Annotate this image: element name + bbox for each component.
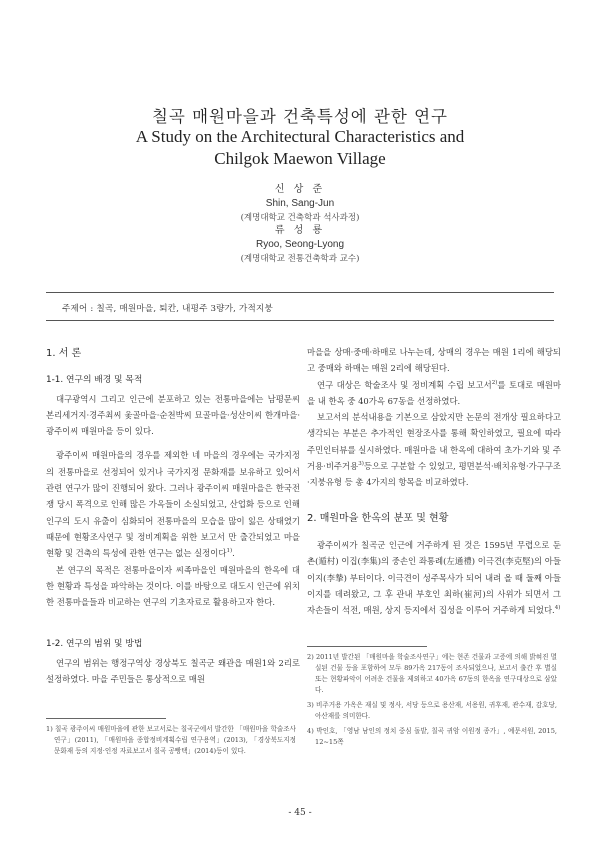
paragraph: 보고서의 분석내용을 기본으로 삼았지만 논문의 전개상 필요하다고 생각되는 부분은 추가적인 현장조사를 통해 확인하였고, 필요에 따라 주민인터뷰를 실시하였다. 매원마을 내 한옥에 대하여 초가·기와 및 주거용·비주거용$^{3)}$등으로 구분할 수 있었고, 평면분석·배치유형·가구구조·지붕유형 등 총 4가지의 항목을 비교하였다.	[307, 412, 561, 488]
page-number: - 45 -	[288, 808, 312, 818]
keywords: 주제어 : 칠곡, 매원마을, 퇴칸, 내평주 3량가, 가적지붕	[62, 304, 274, 314]
author-2	[0, 224, 600, 266]
author-2-name-ko: 류 성 룡	[274, 225, 326, 236]
footnote-2: 2) 2011년 발간된 「매원마을 학술조사연구」에는 현존 건물과 고증에 의해 밝혀진 멸실된 건물 등을 포함하여 모두 89가옥 217동이 조사되었으나, 보고서 출간 후 별실 또는 현황파악이 어려운 건물을 제외하고 40가옥 67동의 한옥을 연구대상으로 삼았다.	[307, 653, 557, 694]
paragraph: 마을을 상매·중매·하매로 나누는데, 상매의 경우는 매원 1리에 해당되고 중매와 하매는 매원 2리에 해당된다.	[307, 347, 561, 374]
paragraph: 광주이씨가 칠곡군 인근에 거주하게 된 것은 1595년 무렵으로 둔촌(遁村) 이집(李集)의 중손인 좌통례(左通禮) 이극견(李克堅)의 아들 이지(李摯) 부터이다. 이극견이 성주목사가 되어 내려 올 때 둘째 아들 이지를 데려왔고, 그 후 관내 부호인 최하(崔河)의 사위가 되면서 그 자손들이 석전, 매원, 상지 등지에서 집성을 이루어 거주하게 되었다.$^{4)}$	[307, 539, 561, 616]
section-2-heading: 2. 매원마을 한옥의 분포 및 현황	[307, 512, 449, 524]
title-korean: 칠곡 매원마을과 건축특성에 관한 연구	[151, 107, 448, 126]
author-1	[0, 183, 600, 225]
footnote-3: 3) 비주거용 가옥은 재실 및 정사, 서당 등으로 용산재, 서용원, 귀후재, 관수재, 감호당, 아산재를 의미한다.	[307, 701, 557, 720]
author-2-name-en: Ryoo, Seong-Lyong	[255, 239, 345, 250]
paragraph: 광주이씨 매원마을의 경우를 제외한 네 마을의 경우에는 국가지정의 전통마을로 선정되어 있거나 국가지정 문화재를 보유하고 있어서 관련 연구가 많이 진행되어 왔다. 그러나 광주이씨 매원마을은 한국전쟁 당시 폭격으로 인해 많은 가옥들이 소실되었고, 산업화 등으로 인해 인구의 도시 유출이 심화되어 전통마을의 모습을 많이 잃은 상태였기 때문에 현황조사연구 및 정비계획을 위한 보고서 만 출간되었고 마을 현황 및 건축의 특성에 관한 연구는 없는 실정이다$^{1)}$.	[46, 450, 300, 559]
subsection-1-2-heading: 1-2. 연구의 범위 및 방법	[46, 639, 143, 650]
title-english	[0, 126, 600, 170]
author-2-affiliation: (계명대학교 전통건축학과 교수)	[240, 254, 360, 264]
author-1-name-en: Shin, Sang-Jun	[265, 198, 335, 209]
title-english-line1: A Study on the Architectural Characteristics and	[135, 127, 465, 146]
keywords-bottom-rule	[46, 320, 554, 321]
footnote-ref-4[interactable]: 4)	[554, 605, 561, 612]
section-1-heading: 1. 서 론	[46, 348, 82, 359]
title-english-line2: Chilgok Maewon Village	[214, 149, 386, 168]
subsection-1-1-heading: 1-1. 연구의 배경 및 목적	[46, 375, 143, 386]
footnote-ref-3[interactable]: 3)	[358, 461, 364, 468]
author-1-affiliation: (계명대학교 건축학과 석사과정)	[240, 213, 360, 223]
footnote-ref-1[interactable]: 1)	[226, 548, 233, 555]
footnote-rule-left	[46, 718, 166, 719]
footnote-ref-2[interactable]: 2)	[491, 379, 498, 386]
footnote-1: 1) 칠곡 광주이씨 매원마을에 관한 보고서로는 칠곡군에서 발간한 「매원마을 학술조사연구」(2011), 「매원마을 종합정비계획수립 연구용역」(2013), 「경상북도지정문화재 등의 지정·인정 자료보고서 칠곡 공빵택」(2014)등이 있다.	[46, 725, 296, 755]
footnote-4: 4) 박인호, 「영남 남인의 정치 중심 돌밭, 칠곡 귀암 이원정 종가」, 예문서원, 2015, 12~15쪽	[307, 727, 557, 746]
keywords-top-rule	[46, 292, 554, 293]
paragraph: 본 연구의 목적은 전통마을이자 씨족마을인 매원마을의 한옥에 대한 현황과 특성을 파악하는 것이다. 이를 바탕으로 대도시 인근에 위치한 전통마을들과 비교하는 연구의 기초자료로 활용하고자 한다.	[46, 564, 300, 608]
footnotes-left	[46, 724, 296, 761]
paragraph: 대구광역시 그리고 인근에 분포하고 있는 전통마을에는 남평문씨 본리세거지·경주최씨 옻골마을·순천박씨 묘골마을·성산이씨 한개마을·광주이씨 매원마을 등이 있다.	[46, 393, 300, 437]
right-column	[307, 344, 561, 618]
paragraph: 연구의 범위는 행정구역상 경상북도 칠곡군 왜관읍 매원1와 2리로 설정하였다. 마을 주민들은 통상적으로 매원	[46, 657, 300, 685]
footnote-rule-right	[307, 646, 427, 647]
paragraph: 연구 대상은 학술조사 및 정비계획 수립 보고서$^{2)}$를 토대로 매원마을 내 한옥 중 40가옥 67동을 선정하였다.	[307, 379, 561, 406]
left-column	[46, 344, 300, 687]
author-1-name-ko: 신 상 준	[274, 184, 326, 195]
footnotes-right	[307, 652, 557, 752]
